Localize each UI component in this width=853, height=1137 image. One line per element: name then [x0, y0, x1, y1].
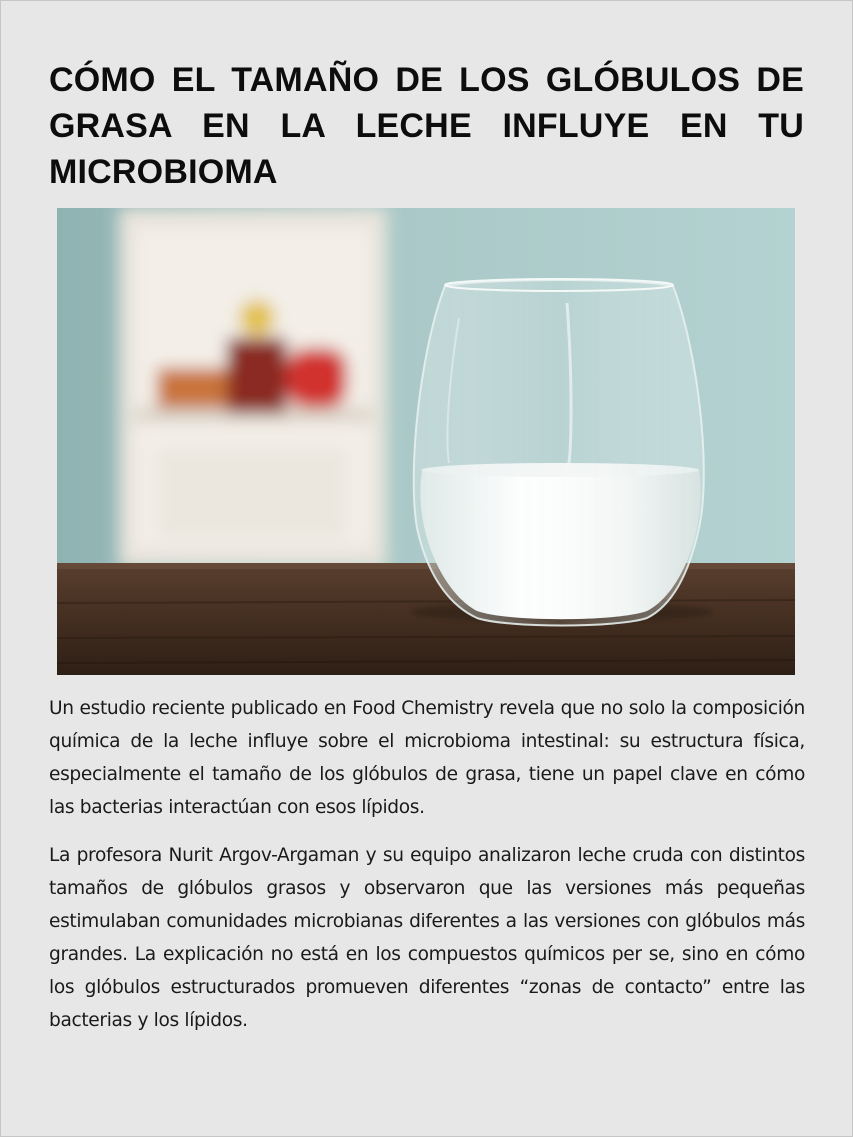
article-paragraph-2: La profesora Nurit Argov-Argaman y su equipo analizaron leche cruda con distintos tamaños de glóbulos grasos y observaron que las versiones más pequeñas estimulaban comunidades microbianas diferentes a las versiones con glóbulos más grandes. La explicación no está en los compuestos químicos per se, sino en cómo los glóbulos estructurados promueven diferentes “zonas de contacto” entre las bacterias y los lípidos. [49, 845, 805, 1031]
article-title: CÓMO EL TAMAÑO DE LOS GLÓBULOS DE GRASA EN LA LECHE INFLUYE EN TU MICROBIOMA [49, 61, 804, 191]
milk-glass-photo [57, 208, 795, 675]
article-paragraph-1: Un estudio reciente publicado en Food Chemistry revela que no solo la composición química de la leche influye sobre el microbioma intestinal: su estructura física, especialmente el tamaño de los glóbulos de grasa, tiene un papel clave en cómo las bacterias interactúan con esos lípidos. [49, 698, 805, 818]
